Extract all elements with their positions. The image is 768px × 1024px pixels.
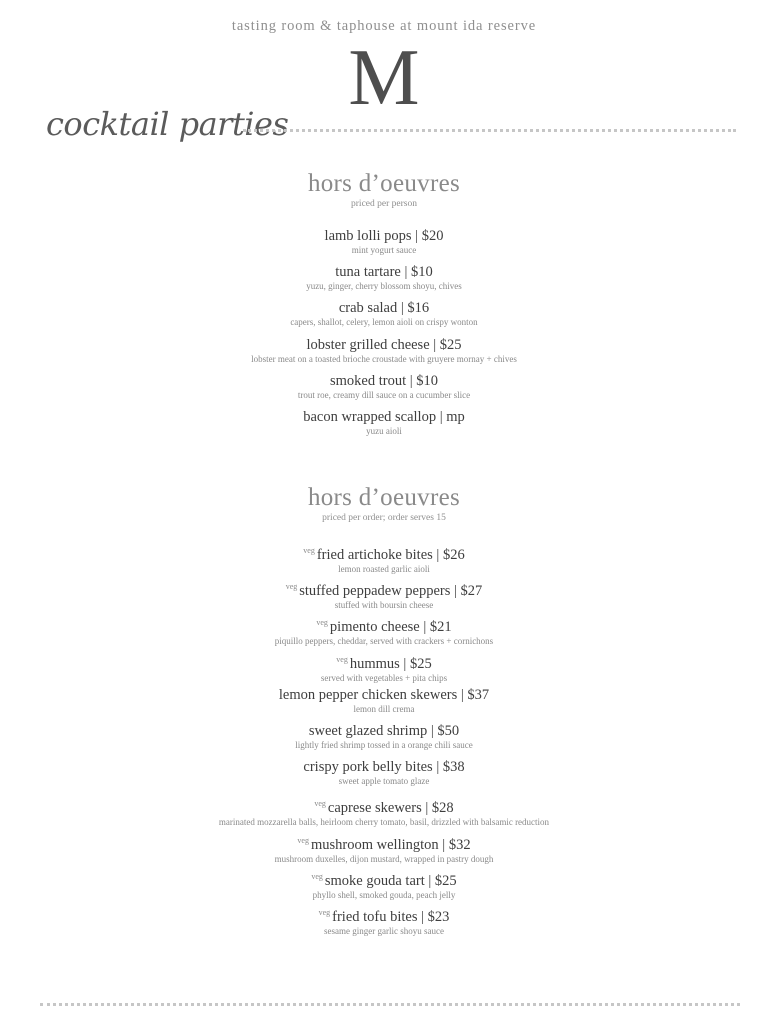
menu-item xyxy=(0,373,768,409)
menu-item-description: served with vegetables + pita chips xyxy=(320,672,448,683)
menu-item-price: $38 xyxy=(442,759,465,776)
menu-item xyxy=(0,614,768,650)
menu-item-list xyxy=(0,542,768,940)
logo-monogram: M xyxy=(348,34,420,122)
menu-section-per-person xyxy=(0,170,768,445)
price-separator: | xyxy=(400,264,412,281)
price-separator: | xyxy=(406,372,417,389)
menu-item-name: hummus xyxy=(349,655,400,672)
menu-item xyxy=(0,723,768,759)
menu-item-price: $26 xyxy=(442,547,465,563)
menu-item-line xyxy=(0,868,768,890)
menu-item-description: lemon roasted garlic aioli xyxy=(338,564,430,574)
menu-item xyxy=(0,868,768,904)
menu-item xyxy=(0,409,768,445)
price-separator: | xyxy=(432,759,443,776)
menu-item xyxy=(0,337,768,373)
menu-item-description: mint yogurt sauce xyxy=(351,245,417,255)
menu-item-description: sweet apple tomato glaze xyxy=(338,776,430,787)
price-separator: | xyxy=(417,908,428,925)
menu-item-price: $25 xyxy=(434,872,457,889)
veg-label: veg xyxy=(318,907,331,917)
menu-item xyxy=(0,578,768,614)
menu-item-description: capers, shallot, celery, lemon aioli on crispy wonton xyxy=(290,317,478,328)
menu-item-name: bacon wrapped scallop xyxy=(303,408,437,425)
menu-item-price: $21 xyxy=(429,619,452,636)
menu-item-line xyxy=(0,723,768,740)
menu-item-name: smoked trout xyxy=(329,372,407,389)
menu-item-line xyxy=(0,337,768,354)
menu-item-line xyxy=(0,904,768,926)
veg-label: veg xyxy=(316,618,328,628)
menu-item-line xyxy=(0,300,768,317)
menu-item-description: piquillo peppers, cheddar, served with crackers + cornichons xyxy=(274,636,494,647)
title-dotted-divider xyxy=(243,129,736,132)
veg-label: veg xyxy=(336,654,348,664)
page-title: cocktail parties xyxy=(46,105,289,143)
menu-item-name: fried artichoke bites xyxy=(316,547,433,563)
menu-item-price: $32 xyxy=(448,836,471,853)
menu-item-description: yuzu aioli xyxy=(366,425,402,436)
menu-item-description: lemon dill crema xyxy=(353,703,415,714)
price-separator: | xyxy=(421,800,432,817)
price-separator: | xyxy=(457,686,468,703)
menu-item-price: $16 xyxy=(407,300,430,317)
menu-item-list xyxy=(0,228,768,445)
section-heading: hors d’oeuvres xyxy=(307,170,461,197)
price-separator: | xyxy=(399,655,410,672)
menu-item-price: $50 xyxy=(437,722,460,739)
price-separator: | xyxy=(397,300,408,317)
menu-item-line xyxy=(0,542,768,564)
menu-item-name: sweet glazed shrimp xyxy=(308,722,428,739)
menu-item-price: $20 xyxy=(421,228,444,244)
veg-label: veg xyxy=(297,835,309,845)
menu-item-line xyxy=(0,759,768,776)
menu-item xyxy=(0,651,768,687)
menu-item xyxy=(0,759,768,795)
menu-item xyxy=(0,832,768,868)
menu-item-price: $25 xyxy=(439,336,462,353)
menu-item-description: lightly fried shrimp tossed in a orange chili sauce xyxy=(295,739,473,750)
menu-item-description: trout roe, creamy dill sauce on a cucumber slice xyxy=(297,389,471,400)
menu-item-name: tuna tartare xyxy=(335,264,401,281)
menu-item-description: lobster meat on a toasted brioche croustade with gruyere mornay + chives xyxy=(251,353,517,364)
menu-item-line xyxy=(0,832,768,854)
menu-item-price: mp xyxy=(446,408,465,425)
menu-item xyxy=(0,264,768,300)
menu-item-price: $37 xyxy=(467,686,490,703)
menu-item-description: phyllo shell, smoked gouda, peach jelly xyxy=(312,889,456,900)
veg-label: veg xyxy=(285,582,298,592)
menu-item-description: sesame ginger garlic shoyu sauce xyxy=(324,925,444,936)
menu-item-price: $25 xyxy=(409,655,432,672)
menu-item-line xyxy=(0,409,768,426)
menu-item-price: $10 xyxy=(411,264,433,281)
menu-item-name: crispy pork belly bites xyxy=(303,759,433,776)
menu-item-name: crab salad xyxy=(338,300,398,317)
menu-item-description: yuzu, ginger, cherry blossom shoyu, chives xyxy=(306,281,462,292)
menu-item-name: pimento cheese xyxy=(329,619,420,636)
venue-name: tasting room & taphouse at mount ida reserve xyxy=(231,18,537,34)
veg-label: veg xyxy=(311,871,323,881)
menu-item-price: $23 xyxy=(427,908,450,925)
menu-item-price: $27 xyxy=(460,583,483,600)
menu-item-line xyxy=(0,228,768,245)
price-separator: | xyxy=(427,722,438,739)
menu-item-line xyxy=(0,614,768,636)
section-heading: hors d’oeuvres xyxy=(307,484,461,511)
menu-item xyxy=(0,795,768,831)
menu-item-description: marinated mozzarella balls, heirloom cherry tomato, basil, drizzled with balsamic reduction xyxy=(218,817,550,828)
menu-item-name: smoke gouda tart xyxy=(324,872,425,889)
menu-item xyxy=(0,687,768,723)
menu-section-per-order xyxy=(0,484,768,940)
menu-item-name: mushroom wellington xyxy=(310,836,439,853)
veg-label: veg xyxy=(303,546,315,555)
menu-item-line xyxy=(0,795,768,817)
price-separator: | xyxy=(450,583,461,600)
price-separator: | xyxy=(436,408,447,425)
menu-item-price: $28 xyxy=(431,800,454,817)
menu-item xyxy=(0,300,768,336)
menu-item-name: lamb lolli pops xyxy=(324,228,412,244)
menu-item-name: lemon pepper chicken skewers xyxy=(278,686,458,703)
menu-item-name: caprese skewers xyxy=(327,800,422,817)
menu-item-name: lobster grilled cheese xyxy=(306,336,430,353)
price-separator: | xyxy=(424,872,435,889)
menu-item-line xyxy=(0,687,768,704)
section-subheading: priced per order; order serves 15 xyxy=(322,513,446,523)
menu-item-description: mushroom duxelles, dijon mustard, wrapped in pastry dough xyxy=(274,853,494,864)
menu-item-description: stuffed with boursin cheese xyxy=(334,600,434,611)
menu-item-name: stuffed peppadew peppers xyxy=(299,583,451,600)
menu-item xyxy=(0,228,768,264)
veg-label: veg xyxy=(314,799,326,809)
price-separator: | xyxy=(438,836,449,853)
menu-item-name: fried tofu bites xyxy=(332,908,418,925)
menu-item-line xyxy=(0,578,768,600)
price-separator: | xyxy=(419,619,430,636)
menu-item-line xyxy=(0,651,768,673)
section-subheading: priced per person xyxy=(351,199,417,209)
menu-item-line xyxy=(0,373,768,390)
price-separator: | xyxy=(429,336,440,353)
menu-item xyxy=(0,542,768,578)
price-separator: | xyxy=(432,547,443,563)
menu-item-line xyxy=(0,264,768,281)
menu-item-price: $10 xyxy=(416,372,439,389)
footer-dotted-divider xyxy=(40,1003,740,1006)
price-separator: | xyxy=(411,228,422,244)
menu-item xyxy=(0,904,768,940)
